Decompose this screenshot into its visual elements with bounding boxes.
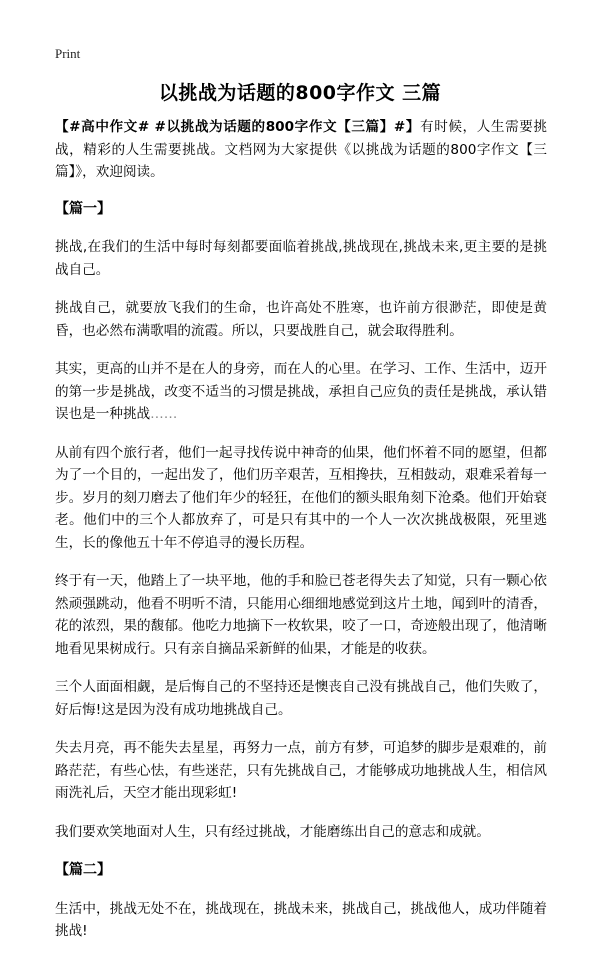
page-title: 以挑战为话题的800字作文 三篇 [158,82,442,104]
section-1-paragraph-5: 终于有一天，他踏上了一块平地，他的手和脸已苍老得失去了知觉，只有一颗心依然顽强跳动，他看不明听不清，只能用心细细地感觉到这片土地，闻到叶的清香，花的浓烈，果的馥郁。他吃力地摘下一枚软果，咬了一口，奇迹般出现了，他清晰地看见果树成行。只有亲自摘品采新鲜的仙果，才能是的收获。 [55,573,547,657]
section-1-paragraph-8: 我们要欢笑地面对人生，只有经过挑战，才能磨练出自己的意志和成就。 [55,823,490,840]
intro-tag: 【#高中作文# #以挑战为话题的800字作文【三篇】#】 [55,119,421,135]
article-body [55,116,547,959]
section-1-paragraph-3-text: 其实，更高的山并不是在人的身旁，而在人的心里。在学习、工作、生活中，迈开的第一步是挑战，改变不适当的习惯是挑战，承担自己应负的责任是挑战，承认错误也是一种挑战 [55,361,547,422]
intro-paragraph [55,116,547,184]
section-1-paragraph-1: 挑战,在我们的生活中每时每刻都要面临着挑战,挑战现在,挑战未来,更主要的是挑战自己。 [55,239,547,278]
section-1-paragraph-2: 挑战自己，就要放飞我们的生命，也许高处不胜寒，也许前方很渺茫，即使是黄昏，也必然布满歌唱的流霞。所以，只要战胜自己，就会取得胜利。 [55,300,547,339]
intro-text: 有时候，人生需要挑战，精彩的人生需要挑战。文档网为大家提供《以挑战为话题的800字作文【三篇】》，欢迎阅读。 [55,119,548,180]
print-label: Print [55,46,81,61]
section-1-paragraph-6: 三个人面面相觑，是后悔自己的不坚持还是懊丧自己没有挑战自己，他们失败了，好后悔!这是因为没有成功地挑战自己。 [55,679,547,718]
section-2-paragraph-1: 生活中，挑战无处不在，挑战现在，挑战未来，挑战自己，挑战他人，成功伴随着挑战! [55,900,547,939]
ellipsis: …… [150,406,178,422]
section-2-heading: 【篇二】 [55,862,111,878]
section-1-paragraph-7: 失去月亮，再不能失去星星，再努力一点，前方有梦，可追梦的脚步是艰难的，前路茫茫，有些心怯，有些迷茫，只有先挑战自己，才能够成功地挑战人生，相信风雨洗礼后，天空才能出现彩虹! [55,740,547,801]
section-1-heading: 【篇一】 [55,200,111,217]
section-1-paragraph-4: 从前有四个旅行者，他们一起寻找传说中神奇的仙果，他们怀着不同的愿望，但都为了一个目的，一起出发了，他们历辛艰苦，互相搀扶，互相鼓动，艰难采着每一步。岁月的刻刀磨去了他们年少的轻狂，在他们的额头眼角刻下沧桑。他们开始衰老。他们中的三个人都放弃了，可是只有其中的一个人一次次挑战极限，死里逃生，长的像他五十年不停追寻的漫长历程。 [55,444,547,551]
section-1-paragraph-3 [55,358,547,426]
